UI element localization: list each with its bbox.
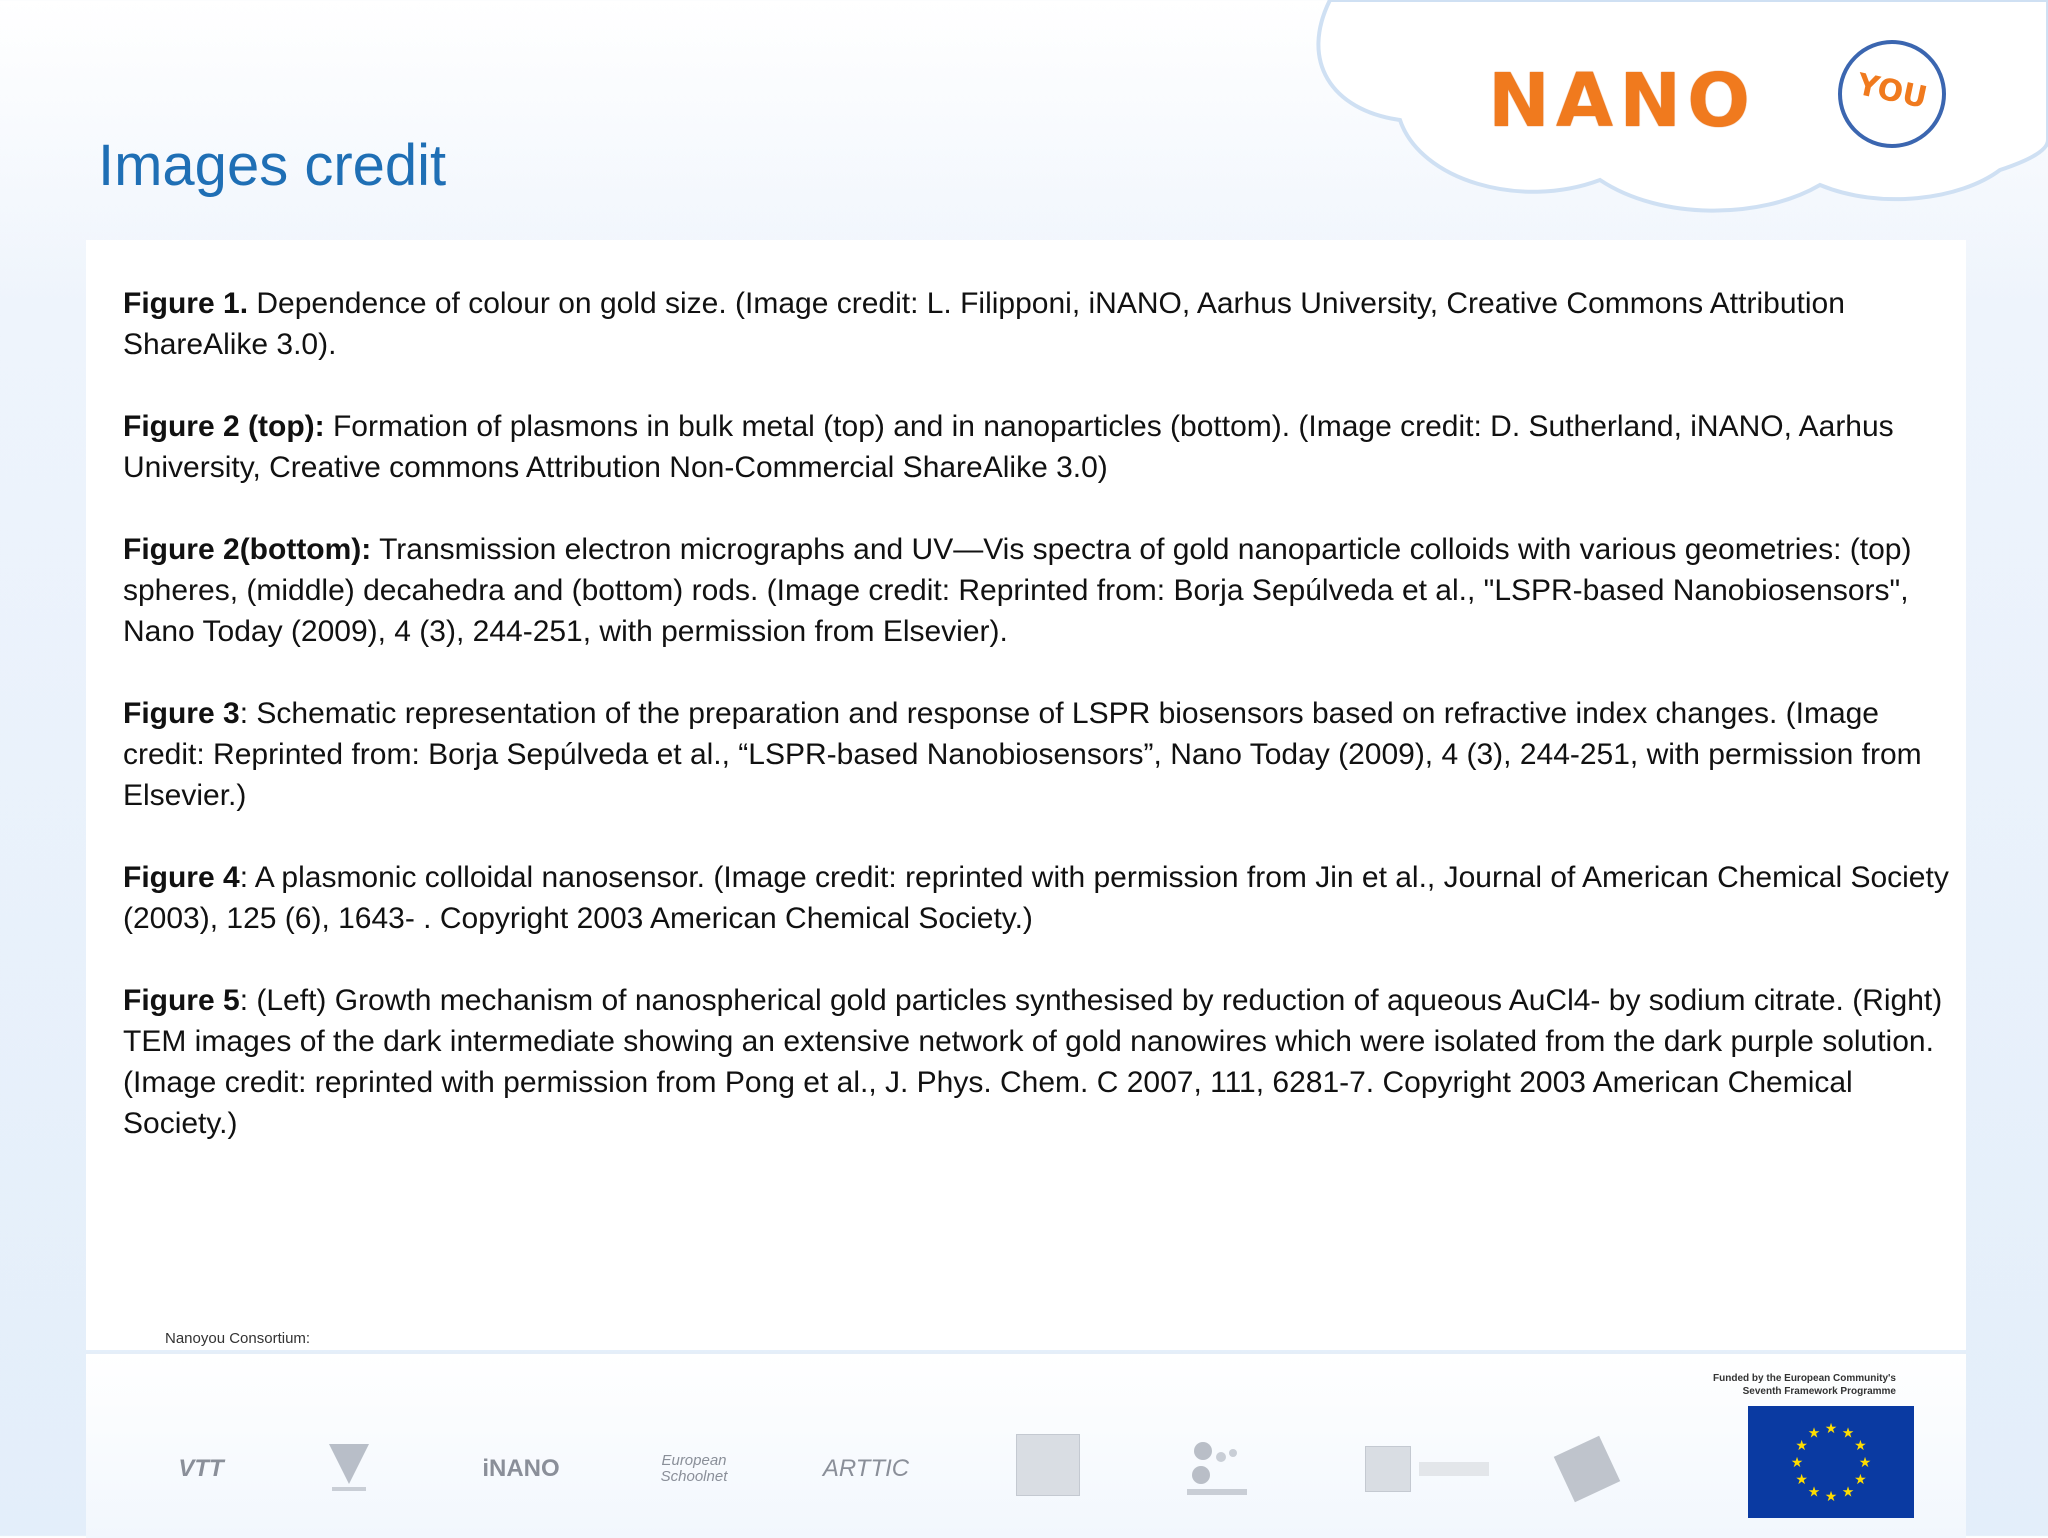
- partner-name: VTT: [178, 1455, 224, 1482]
- logo-badge: [1838, 40, 1946, 148]
- eu-star-icon: ★: [1807, 1483, 1821, 1500]
- figure-label: Figure 3: [123, 697, 240, 730]
- figure-credit-text: Transmission electron micrographs and UV—Vis spectra of gold nanoparticle colloids with various geometries: (top) spheres, (middle) decahedra and (bottom) rods. (Image credit: Reprinted from: Borja Sepúlveda et al., "LSPR-based Nanobiosensors", Nano Today (2009), 4 (3), 244-251, with permission from Elsevier).: [123, 533, 1912, 648]
- figure-credit-5: [123, 980, 1953, 1144]
- funded-by-label: [1686, 1372, 1896, 1398]
- eu-star-icon: ★: [1795, 1437, 1808, 1453]
- page-title: Images credit: [98, 133, 447, 198]
- eu-star-icon: ★: [1841, 1483, 1855, 1500]
- partner-logo-molecules: [1176, 1434, 1256, 1504]
- partner-logo-shield: [314, 1434, 384, 1504]
- content-panel: [86, 240, 1966, 1350]
- eu-star-icon: ★: [1824, 1488, 1838, 1504]
- partner-name: European Schoolnet: [660, 1452, 728, 1485]
- eu-flag: [1748, 1406, 1914, 1518]
- funded-line: Seventh Framework Programme: [1742, 1386, 1896, 1397]
- partner-mark: [1365, 1446, 1411, 1492]
- nanoyou-logo: [1478, 28, 1958, 178]
- figure-label: Figure 2 (top):: [123, 410, 325, 443]
- partner-name: iNANO: [482, 1455, 560, 1482]
- partner-logo-gray-square: [1016, 1434, 1080, 1496]
- eu-star-icon: ★: [1795, 1471, 1808, 1487]
- eu-star-icon: ★: [1807, 1424, 1821, 1441]
- eu-star-icon: ★: [1824, 1420, 1838, 1436]
- eu-star-icon: ★: [1858, 1454, 1872, 1470]
- partner-logo-european-schoolnet: [634, 1434, 754, 1504]
- figure-label: Figure 1.: [123, 287, 249, 320]
- figure-label: Figure 5: [123, 984, 240, 1017]
- molecule-icon: [1181, 1437, 1251, 1501]
- eu-stars-icon: [1748, 1406, 1914, 1518]
- figure-credit-4: [123, 857, 1953, 939]
- partner-logo-gray-wide: [1362, 1434, 1492, 1504]
- partner-text-block: [1419, 1462, 1489, 1476]
- partner-name: ARTTIC: [822, 1455, 910, 1482]
- figure-label: Figure 2(bottom):: [123, 533, 372, 566]
- figure-credit-2-top: [123, 406, 1953, 488]
- figure-credit-text: : A plasmonic colloidal nanosensor. (Image credit: reprinted with permission from Jin et al., Journal of American Chemical Society (2003), 125 (6), 1643- . Copyright 2003 American Chemical Society.): [123, 861, 1949, 935]
- partner-logo-inano: [466, 1434, 576, 1504]
- figure-credit-list: [123, 283, 1953, 1185]
- consortium-label: Nanoyou Consortium:: [165, 1330, 311, 1347]
- eu-star-icon: ★: [1790, 1454, 1804, 1470]
- figure-credit-text: Dependence of colour on gold size. (Image credit: L. Filipponi, iNANO, Aarhus University, Creative Commons Attribution ShareAlike 3.0).: [123, 287, 1845, 361]
- partner-logo-tilted: [1552, 1434, 1622, 1504]
- partner-logo-strip: [86, 1352, 1966, 1538]
- partner-logo-arttic: [816, 1434, 916, 1504]
- figure-credit-1: [123, 283, 1953, 365]
- figure-credit-text: : Schematic representation of the preparation and response of LSPR biosensors based on refractive index changes. (Image credit: Reprinted from: Borja Sepúlveda et al., “LSPR-based Nanobiosensors”, Nano Today (2009), 4 (3), 244-251, with permission from Elsevier.): [123, 697, 1922, 812]
- shield-icon: [324, 1439, 374, 1499]
- partner-logo-vtt: [146, 1434, 256, 1504]
- figure-credit-3: [123, 693, 1953, 816]
- figure-credit-2-bottom: [123, 529, 1953, 652]
- figure-credit-text: : (Left) Growth mechanism of nanospherical gold particles synthesised by reduction of aqueous AuCl4- by sodium citrate. (Right) TEM images of the dark intermediate showing an extensive network of gold nanowires which were isolated from the dark purple solution. (Image credit: reprinted with permission from Pong et al., J. Phys. Chem. C 2007, 111, 6281-7. Copyright 2003 American Chemical Society.): [123, 984, 1943, 1140]
- figure-credit-text: Formation of plasmons in bulk metal (top) and in nanoparticles (bottom). (Image credit: D. Sutherland, iNANO, Aarhus University, Creative commons Attribution Non-Commercial ShareAlike 3.0): [123, 410, 1894, 484]
- partner-mark: [1554, 1436, 1620, 1502]
- eu-star-icon: ★: [1854, 1471, 1867, 1487]
- funded-line: Funded by the European Community's: [1713, 1373, 1896, 1384]
- figure-label: Figure 4: [123, 861, 240, 894]
- eu-star-icon: ★: [1854, 1437, 1867, 1453]
- logo-badge-text: YOU: [1853, 67, 1931, 116]
- eu-star-icon: ★: [1841, 1424, 1855, 1441]
- logo-wordmark: NANO: [1488, 58, 1757, 144]
